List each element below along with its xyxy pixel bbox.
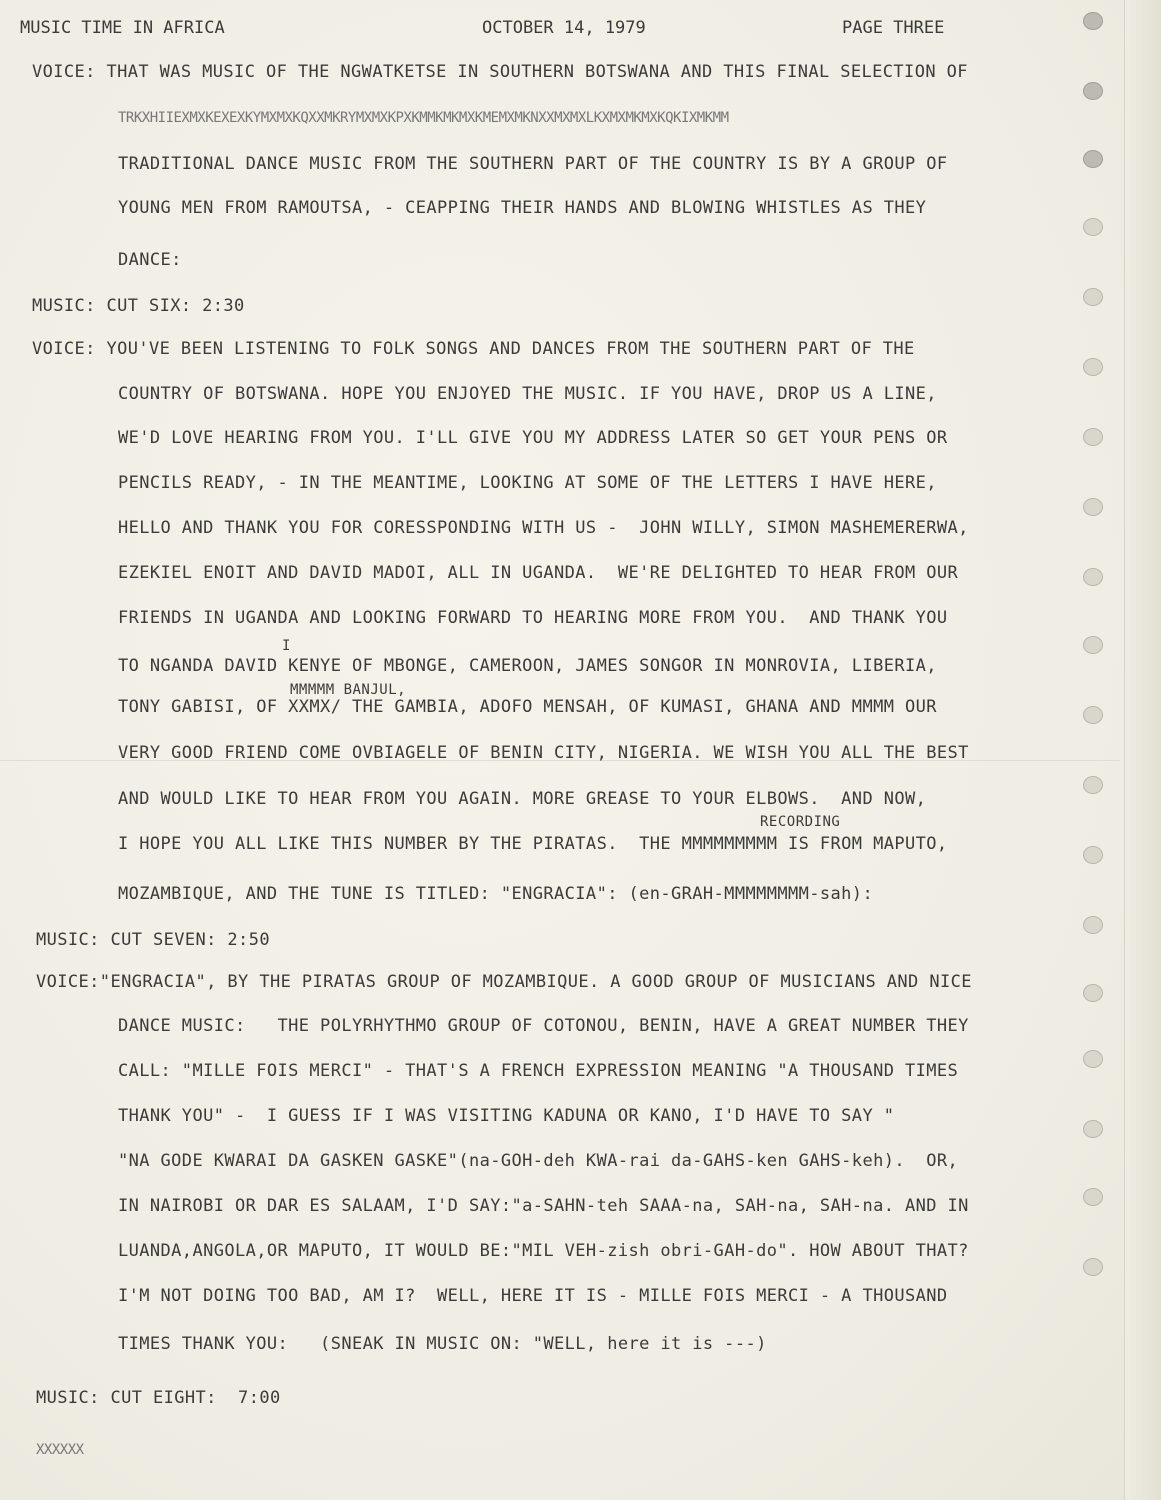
script-line: THANK YOU" - I GUESS IF I WAS VISITING KADUNA OR KANO, I'D HAVE TO SAY " xyxy=(118,1106,895,1126)
script-line: IN NAIROBI OR DAR ES SALAAM, I'D SAY:"a-SAHN-teh SAAA-na, SAH-na, SAH-na. AND IN xyxy=(118,1196,969,1216)
binder-hole xyxy=(1083,984,1103,1002)
script-line: FRIENDS IN UGANDA AND LOOKING FORWARD TO HEARING MORE FROM YOU. AND THANK YOU xyxy=(118,608,948,628)
script-line: COUNTRY OF BOTSWANA. HOPE YOU ENJOYED THE MUSIC. IF YOU HAVE, DROP US A LINE, xyxy=(118,384,937,404)
binder-hole xyxy=(1083,150,1103,168)
script-line: VERY GOOD FRIEND COME OVBIAGELE OF BENIN CITY, NIGERIA. WE WISH YOU ALL THE BEST xyxy=(118,743,969,763)
script-line: HELLO AND THANK YOU FOR CORESSPONDING WITH US - JOHN WILLY, SIMON MASHEMERERWA, xyxy=(118,518,969,538)
script-line: VOICE: THAT WAS MUSIC OF THE NGWATKETSE IN SOUTHERN BOTSWANA AND THIS FINAL SELECTION OF xyxy=(32,62,968,82)
script-line: MOZAMBIQUE, AND THE TUNE IS TITLED: "ENGRACIA": (en-GRAH-MMMMMMMM-sah): xyxy=(118,884,874,904)
binder-hole xyxy=(1083,706,1103,724)
script-line: CALL: "MILLE FOIS MERCI" - THAT'S A FRENCH EXPRESSION MEANING "A THOUSAND TIMES xyxy=(118,1061,959,1081)
page-number: PAGE THREE xyxy=(842,18,945,38)
music-cue: MUSIC: CUT EIGHT: 7:00 xyxy=(36,1388,281,1408)
script-line: WE'D LOVE HEARING FROM YOU. I'LL GIVE YOU MY ADDRESS LATER SO GET YOUR PENS OR xyxy=(118,428,948,448)
correction-insert: I xyxy=(282,638,291,654)
binder-hole xyxy=(1083,568,1103,586)
struck-out-line: TRKXHIIEXMXKEXEXKYMXMXKQXXMKRYMXMXKPXKMMKMKMXKMEMXMKNXXMXMXLKXMXMKMXKQKIXMKMM xyxy=(118,110,729,126)
correction-insert: RECORDING xyxy=(760,814,841,830)
script-line: EZEKIEL ENOIT AND DAVID MADOI, ALL IN UGANDA. WE'RE DELIGHTED TO HEAR FROM OUR xyxy=(118,563,959,583)
binder-hole xyxy=(1083,1050,1103,1068)
binder-hole xyxy=(1083,288,1103,306)
script-line: I HOPE YOU ALL LIKE THIS NUMBER BY THE PIRATAS. THE MMMMMMMMM IS FROM MAPUTO, xyxy=(118,834,948,854)
correction-insert: MMMMM BANJUL, xyxy=(290,682,407,698)
script-line: AND WOULD LIKE TO HEAR FROM YOU AGAIN. MORE GREASE TO YOUR ELBOWS. AND NOW, xyxy=(118,789,927,809)
binder-hole xyxy=(1083,498,1103,516)
binder-hole xyxy=(1083,218,1103,236)
binder-hole xyxy=(1083,1120,1103,1138)
script-line: DANCE: xyxy=(118,250,182,270)
script-line: VOICE: YOU'VE BEEN LISTENING TO FOLK SONGS AND DANCES FROM THE SOUTHERN PART OF THE xyxy=(32,339,915,359)
script-line: TONY GABISI, OF XXMX/ THE GAMBIA, ADOFO MENSAH, OF KUMASI, GHANA AND MMMM OUR xyxy=(118,697,937,717)
script-line: VOICE:"ENGRACIA", BY THE PIRATAS GROUP OF MOZAMBIQUE. A GOOD GROUP OF MUSICIANS AND NICE xyxy=(36,972,972,992)
program-title: MUSIC TIME IN AFRICA xyxy=(20,18,225,38)
script-line: TO NGANDA DAVID KENYE OF MBONGE, CAMEROON, JAMES SONGOR IN MONROVIA, LIBERIA, xyxy=(118,656,937,676)
struck-out-mark: XXXXXX xyxy=(36,1442,84,1458)
music-cue: MUSIC: CUT SIX: 2:30 xyxy=(32,296,245,316)
script-line: TIMES THANK YOU: (SNEAK IN MUSIC ON: "WELL, here it is ---) xyxy=(118,1334,767,1354)
binder-hole xyxy=(1083,776,1103,794)
script-line: LUANDA,ANGOLA,OR MAPUTO, IT WOULD BE:"MIL VEH-zish obri-GAH-do". HOW ABOUT THAT? xyxy=(118,1241,969,1261)
script-line: YOUNG MEN FROM RAMOUTSA, - CEAPPING THEIR HANDS AND BLOWING WHISTLES AS THEY xyxy=(118,198,927,218)
binder-hole xyxy=(1083,1258,1103,1276)
script-line: I'M NOT DOING TOO BAD, AM I? WELL, HERE IT IS - MILLE FOIS MERCI - A THOUSAND xyxy=(118,1286,948,1306)
script-line: "NA GODE KWARAI DA GASKEN GASKE"(na-GOH-deh KWA-rai da-GAHS-ken GAHS-keh). OR, xyxy=(118,1151,959,1171)
binder-hole xyxy=(1083,82,1103,100)
script-line: TRADITIONAL DANCE MUSIC FROM THE SOUTHERN PART OF THE COUNTRY IS BY A GROUP OF xyxy=(118,154,948,174)
script-line: PENCILS READY, - IN THE MEANTIME, LOOKING AT SOME OF THE LETTERS I HAVE HERE, xyxy=(118,473,937,493)
paper-right-edge xyxy=(1124,0,1161,1500)
binder-hole xyxy=(1083,358,1103,376)
binder-hole xyxy=(1083,12,1103,30)
binder-hole xyxy=(1083,846,1103,864)
binder-hole xyxy=(1083,428,1103,446)
music-cue: MUSIC: CUT SEVEN: 2:50 xyxy=(36,930,270,950)
binder-hole xyxy=(1083,636,1103,654)
page-date: OCTOBER 14, 1979 xyxy=(482,18,646,38)
script-line: DANCE MUSIC: THE POLYRHYTHMO GROUP OF COTONOU, BENIN, HAVE A GREAT NUMBER THEY xyxy=(118,1016,969,1036)
binder-hole xyxy=(1083,916,1103,934)
binder-hole xyxy=(1083,1188,1103,1206)
